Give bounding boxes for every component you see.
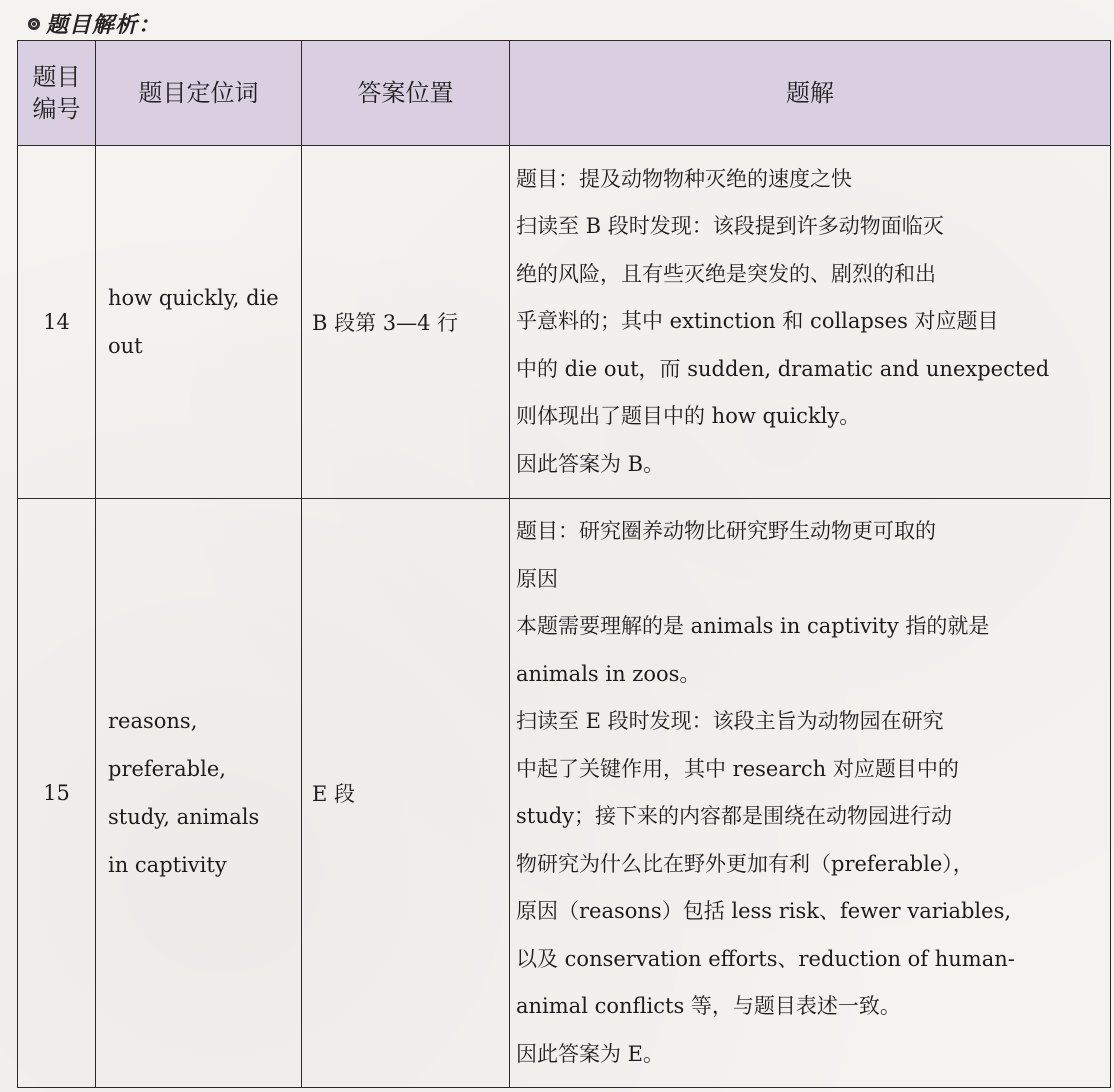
explanation-line: animals in zoos。 (516, 661, 701, 686)
explanation-line: 题目：研究圈养动物比研究野生动物更可取的 (516, 519, 936, 543)
answer-position: B 段第 3—4 行 (302, 146, 510, 499)
explanation-line: 中起了关键作用，其中 research 对应题目中的 (516, 756, 959, 781)
answer-position: E 段 (302, 499, 510, 1088)
header-question-number (18, 41, 96, 146)
explanation-line: 扫读至 E 段时发现：该段主旨为动物园在研究 (516, 709, 944, 733)
header-explanation: 题解 (510, 41, 1111, 146)
keyword-line: reasons, (108, 709, 198, 733)
explanation-line: 题目：提及动物物种灭绝的速度之快 (516, 166, 852, 191)
explanation-line: 因此答案为 B。 (516, 451, 665, 476)
explanation-line: 以及 conservation efforts、reduction of human- (516, 946, 1015, 971)
explanation-line: 因此答案为 E。 (516, 1041, 665, 1066)
explanation-line: 则体现出了题目中的 how quickly。 (516, 404, 861, 429)
header-number-line2: 编号 (32, 95, 81, 123)
keyword-line: out (108, 334, 143, 358)
table-header-row (18, 41, 1111, 146)
keyword-line: in captivity (108, 853, 227, 877)
question-number: 15 (18, 499, 96, 1088)
explanation-line: 本题需要理解的是 animals in captivity 指的就是 (516, 614, 990, 638)
question-keywords (96, 499, 302, 1088)
analysis-table (17, 40, 1111, 1088)
explanation-line: 中的 die out，而 sudden, dramatic and unexpected (516, 356, 1050, 381)
header-answer-position: 答案位置 (302, 41, 510, 146)
explanation-line: 乎意料的；其中 extinction 和 collapses 对应题目 (516, 309, 999, 334)
section-heading (28, 8, 161, 39)
question-explanation (510, 146, 1111, 499)
question-number: 14 (18, 146, 96, 499)
explanation-line: 绝的风险，且有些灭绝是突发的、剧烈的和出 (516, 261, 936, 286)
header-number-line1: 题目 (32, 62, 81, 91)
section-heading-text: 题目解析： (46, 12, 162, 38)
keyword-line: preferable, (108, 757, 226, 781)
explanation-line: 扫读至 B 段时发现：该段提到许多动物面临灭 (516, 214, 944, 239)
question-explanation (510, 499, 1111, 1088)
keyword-line: study, animals (108, 805, 260, 829)
explanation-line: 原因（reasons）包括 less risk、fewer variables, (516, 899, 1012, 923)
bullet-icon (28, 18, 40, 30)
header-keywords: 题目定位词 (96, 41, 302, 146)
explanation-line: 原因 (516, 566, 558, 591)
explanation-line: animal conflicts 等，与题目表述一致。 (516, 994, 901, 1018)
explanation-line: study；接下来的内容都是围绕在动物园进行动 (516, 804, 953, 828)
table-row (18, 499, 1111, 1088)
keyword-line: how quickly, die (108, 286, 279, 310)
table-row (18, 146, 1111, 499)
explanation-line: 物研究为什么比在野外更加有利（preferable）， (516, 851, 974, 876)
question-keywords (96, 146, 302, 499)
